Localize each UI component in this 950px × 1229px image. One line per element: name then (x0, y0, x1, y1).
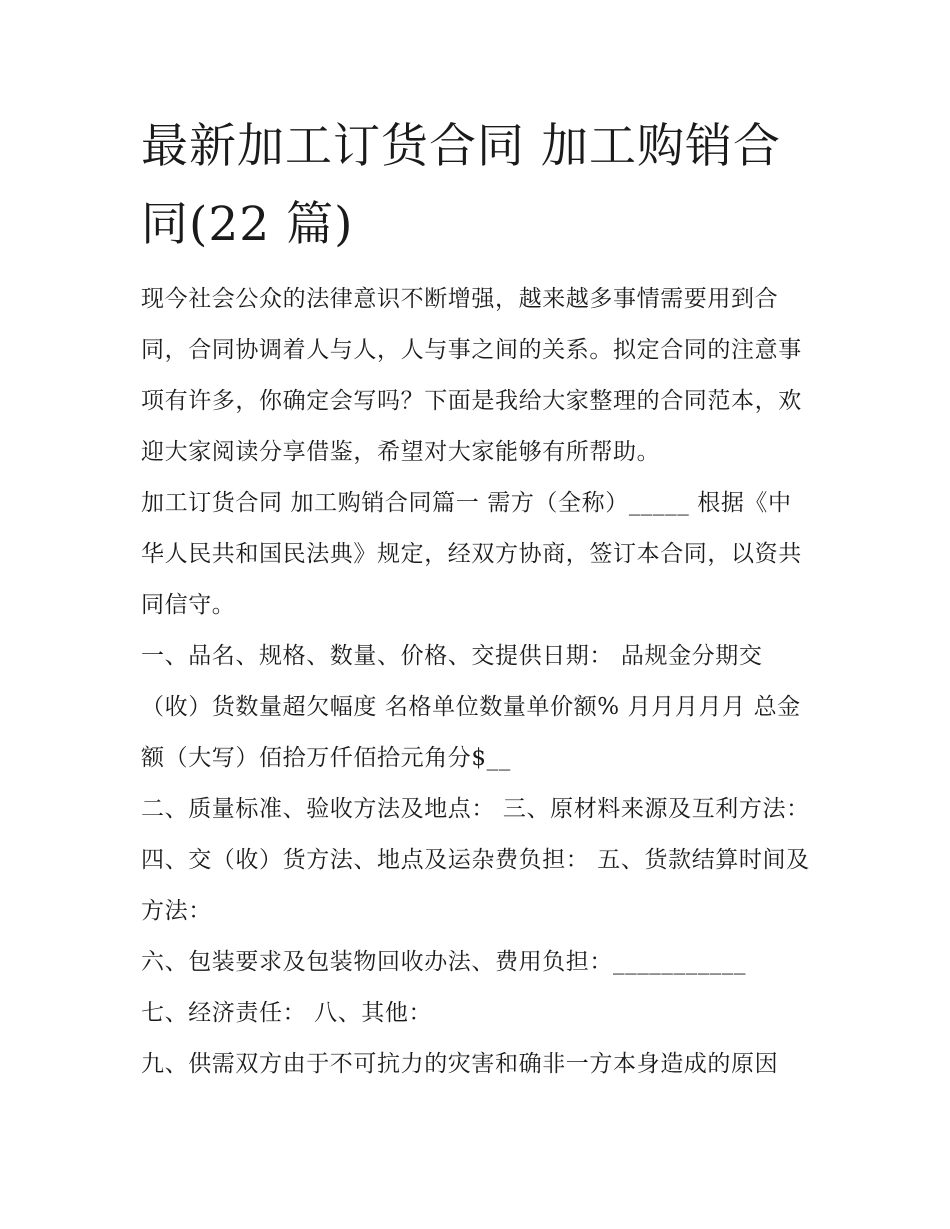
document-body (141, 274, 813, 1090)
paragraph-clause-6: 六、包装要求及包装物回收办法、费用负担：___________ (141, 949, 747, 975)
paragraph-contract-opening: 加工订货合同 加工购销合同篇一 需方（全称）_____ 根据《中华人民共和国民法典》规定，经双方协商，签订本合同，以资共同信守。 (141, 490, 802, 618)
document-title: 最新加工订货合同 加工购销合同(22 篇) (141, 119, 781, 252)
paragraph-clause-9: 九、供需双方由于不可抗力的灾害和确非一方本身造成的原因 (141, 1051, 779, 1077)
paragraph-clause-1: 一、品名、规格、数量、价格、交提供日期： 品规金分期交（收）货数量超欠幅度 名格单位数量单价额% 月月月月月 总金额（大写）佰拾万仟佰拾元角分$__ (141, 643, 801, 771)
paragraph-clauses-7-8: 七、经济责任： 八、其他： (141, 1000, 433, 1026)
document-page (141, 108, 813, 1090)
paragraph-clauses-2-5: 二、质量标准、验收方法及地点： 三、原材料来源及互利方法： 四、交（收）货方法、地点及运杂费负担： 五、货款结算时间及方法： (141, 796, 810, 924)
paragraph-intro: 现今社会公众的法律意识不断增强，越来越多事情需要用到合同，合同协调着人与人，人与事之间的关系。拟定合同的注意事项有许多，你确定会写吗？下面是我给大家整理的合同范本，欢迎大家阅读分享借鉴，希望对大家能够有所帮助。 (141, 286, 802, 465)
